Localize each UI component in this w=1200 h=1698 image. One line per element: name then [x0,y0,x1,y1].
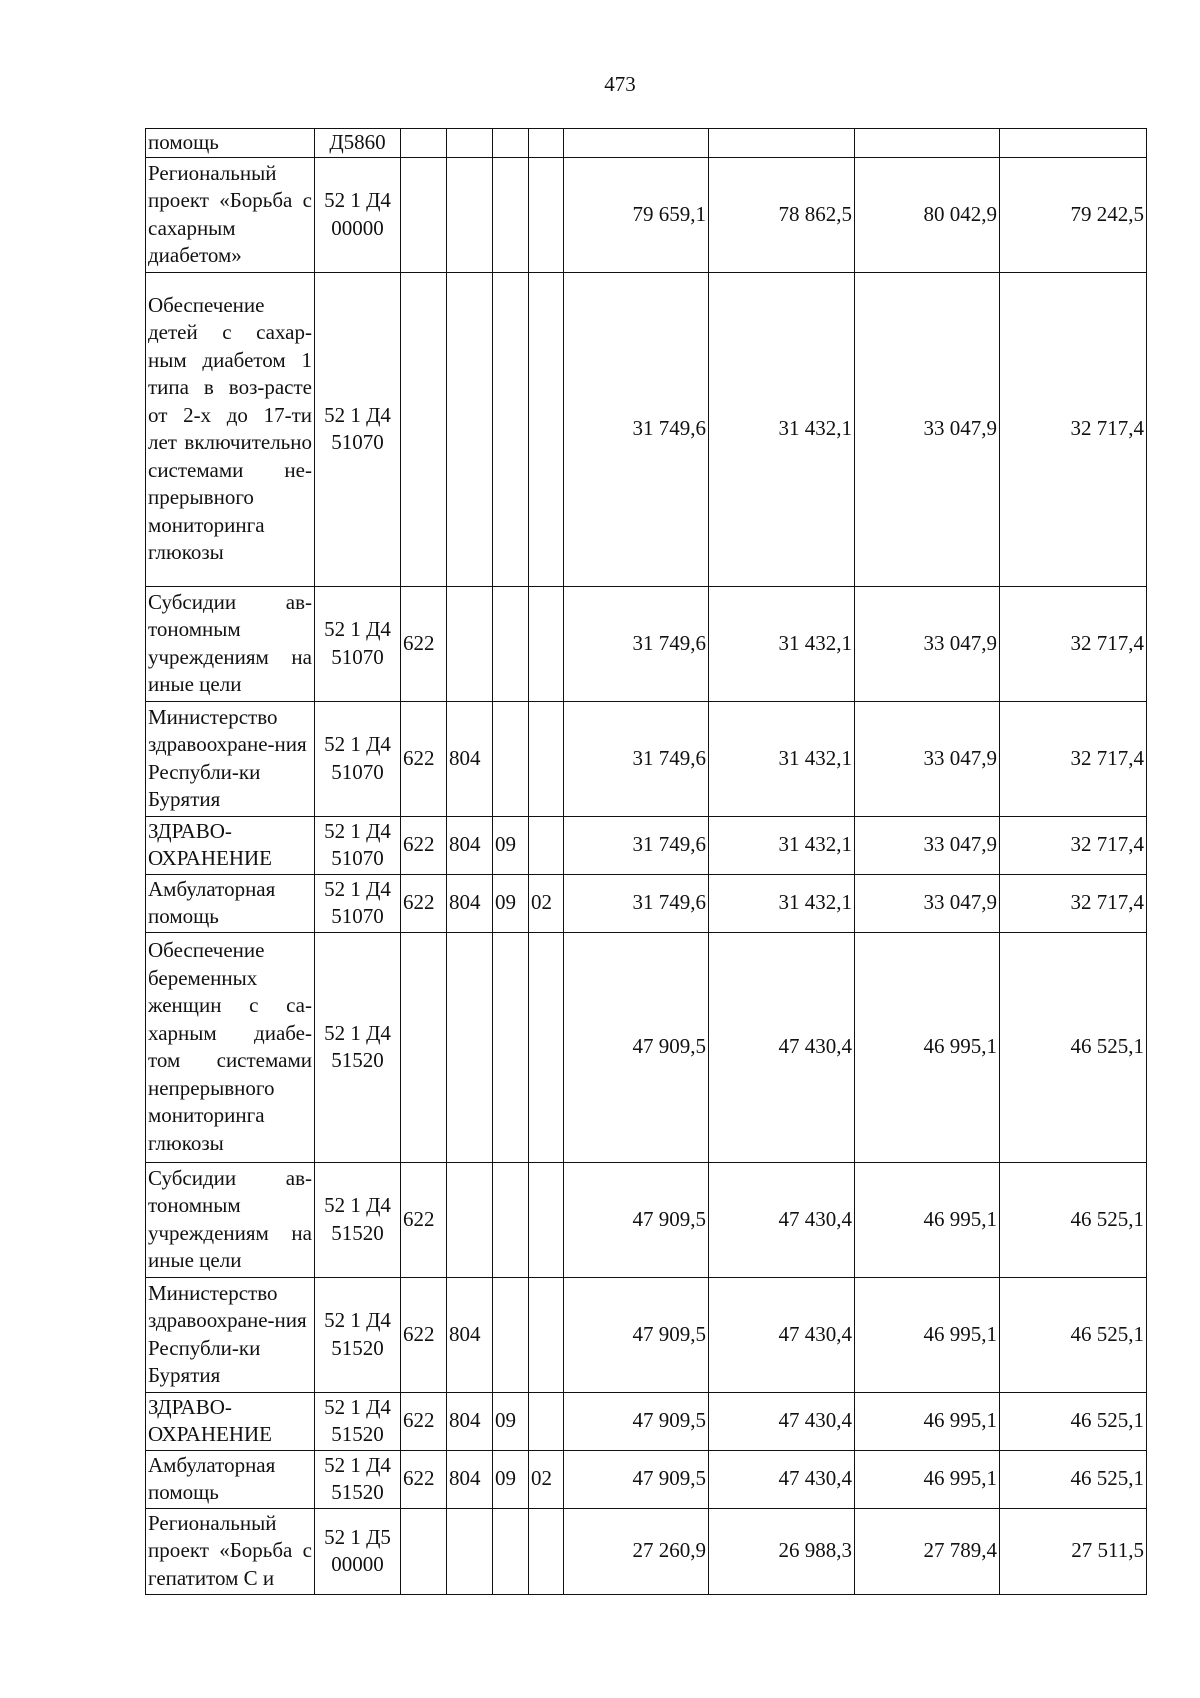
row-ministry-code-cell [447,932,493,1162]
row-amount-1-cell: 27 260,9 [564,1508,709,1594]
page-number: 473 [604,72,636,96]
row-amount-4-cell: 32 717,4 [1000,272,1147,586]
row-subsection-cell [529,272,564,586]
row-amount-3-cell: 33 047,9 [855,701,1000,816]
row-subsection-cell: 02 [529,874,564,932]
row-amount-1-cell: 47 909,5 [564,1450,709,1508]
row-amount-1-cell: 31 749,6 [564,816,709,874]
row-amount-2-cell: 47 430,4 [709,1392,855,1450]
row-expense-type-cell: 622 [401,1162,447,1277]
row-code-cell: 52 1 Д4 51520 [315,932,401,1162]
row-subsection-cell [529,1277,564,1392]
row-ministry-code-cell: 804 [447,701,493,816]
row-amount-1-cell: 31 749,6 [564,272,709,586]
table-row [146,1450,1147,1508]
budget-table [145,128,1147,1595]
row-amount-4-cell: 32 717,4 [1000,586,1147,701]
row-amount-3-cell: 33 047,9 [855,816,1000,874]
row-ministry-code-cell [447,272,493,586]
table-row [146,1277,1147,1392]
row-section-cell [493,272,529,586]
row-code-cell: 52 1 Д4 51070 [315,701,401,816]
row-amount-3-cell: 46 995,1 [855,1162,1000,1277]
row-amount-3-cell: 46 995,1 [855,1277,1000,1392]
row-amount-2-cell: 31 432,1 [709,816,855,874]
row-amount-3-cell: 33 047,9 [855,874,1000,932]
row-amount-1-cell: 47 909,5 [564,1277,709,1392]
row-section-cell: 09 [493,1392,529,1450]
row-name-cell: Амбулаторная помощь [146,874,315,932]
row-ministry-code-cell [447,157,493,272]
row-subsection-cell: 02 [529,1450,564,1508]
row-expense-type-cell: 622 [401,816,447,874]
row-section-cell [493,1277,529,1392]
row-name-cell: Субсидии ав-тономным учреждениям на иные цели [146,586,315,701]
row-code-cell: 52 1 Д4 51520 [315,1162,401,1277]
row-code-cell: 52 1 Д4 00000 [315,157,401,272]
row-amount-2-cell: 47 430,4 [709,1162,855,1277]
row-subsection-cell [529,586,564,701]
row-code-cell: 52 1 Д4 51070 [315,272,401,586]
row-amount-2-cell: 47 430,4 [709,1450,855,1508]
row-code-cell: 52 1 Д4 51070 [315,586,401,701]
row-ministry-code-cell: 804 [447,1392,493,1450]
table-row [146,272,1147,586]
row-subsection-cell [529,157,564,272]
row-subsection-cell [529,129,564,158]
table-row [146,129,1147,158]
row-name-cell: Субсидии ав-тономным учреждениям на иные цели [146,1162,315,1277]
row-code-cell: 52 1 Д5 00000 [315,1508,401,1594]
row-amount-4-cell: 27 511,5 [1000,1508,1147,1594]
row-expense-type-cell: 622 [401,1450,447,1508]
row-expense-type-cell [401,1508,447,1594]
row-subsection-cell [529,1508,564,1594]
row-code-cell: 52 1 Д4 51520 [315,1392,401,1450]
row-amount-4-cell: 46 525,1 [1000,1392,1147,1450]
row-section-cell [493,1508,529,1594]
row-code-cell: 52 1 Д4 51070 [315,816,401,874]
row-expense-type-cell: 622 [401,701,447,816]
row-expense-type-cell [401,157,447,272]
row-section-cell [493,932,529,1162]
row-amount-4-cell: 46 525,1 [1000,1277,1147,1392]
row-name-cell: Министерство здравоохране-ния Республи-ки Бурятия [146,701,315,816]
row-ministry-code-cell: 804 [447,1450,493,1508]
row-amount-3-cell [855,129,1000,158]
row-code-cell: 52 1 Д4 51070 [315,874,401,932]
row-ministry-code-cell: 804 [447,874,493,932]
row-amount-2-cell: 31 432,1 [709,586,855,701]
row-name-cell: Обеспечение беременных женщин с са-харным диабе-том системами непрерывного мониторинга глюкозы [146,932,315,1162]
row-amount-4-cell: 32 717,4 [1000,816,1147,874]
row-expense-type-cell [401,272,447,586]
row-amount-1-cell: 31 749,6 [564,701,709,816]
row-subsection-cell [529,701,564,816]
row-amount-3-cell: 80 042,9 [855,157,1000,272]
row-amount-4-cell [1000,129,1147,158]
row-amount-3-cell: 46 995,1 [855,1450,1000,1508]
row-amount-2-cell: 31 432,1 [709,701,855,816]
row-subsection-cell [529,932,564,1162]
row-name-cell: Региональный проект «Борьба с сахарным диабетом» [146,157,315,272]
row-ministry-code-cell [447,129,493,158]
row-amount-3-cell: 46 995,1 [855,1392,1000,1450]
row-section-cell: 09 [493,1450,529,1508]
row-section-cell [493,586,529,701]
row-code-cell: 52 1 Д4 51520 [315,1277,401,1392]
row-name-cell: помощь [146,129,315,158]
row-expense-type-cell: 622 [401,1277,447,1392]
table-row [146,816,1147,874]
table-row [146,874,1147,932]
row-amount-3-cell: 33 047,9 [855,586,1000,701]
row-amount-1-cell: 47 909,5 [564,1162,709,1277]
row-section-cell: 09 [493,816,529,874]
row-ministry-code-cell: 804 [447,1277,493,1392]
row-amount-4-cell: 79 242,5 [1000,157,1147,272]
table-row [146,1392,1147,1450]
table-row [146,932,1147,1162]
row-ministry-code-cell: 804 [447,816,493,874]
row-section-cell [493,701,529,816]
row-amount-4-cell: 32 717,4 [1000,874,1147,932]
row-amount-2-cell: 78 862,5 [709,157,855,272]
row-name-cell: ЗДРАВО-ОХРАНЕНИЕ [146,1392,315,1450]
row-expense-type-cell: 622 [401,1392,447,1450]
row-amount-2-cell: 26 988,3 [709,1508,855,1594]
row-name-cell: Региональный проект «Борьба с гепатитом С и [146,1508,315,1594]
row-amount-2-cell: 31 432,1 [709,874,855,932]
row-expense-type-cell [401,129,447,158]
row-amount-1-cell: 47 909,5 [564,932,709,1162]
row-amount-1-cell: 31 749,6 [564,586,709,701]
row-amount-3-cell: 46 995,1 [855,932,1000,1162]
table-row [146,701,1147,816]
row-section-cell [493,157,529,272]
row-name-cell: ЗДРАВО-ОХРАНЕНИЕ [146,816,315,874]
row-expense-type-cell: 622 [401,874,447,932]
row-code-cell: 52 1 Д4 51520 [315,1450,401,1508]
row-name-cell: Обеспечение детей с сахар-ным диабетом 1 типа в воз-расте от 2-х до 17-ти лет включительно системами не-прерывного мониторинга глюкозы [146,272,315,586]
row-amount-2-cell: 31 432,1 [709,272,855,586]
row-amount-3-cell: 27 789,4 [855,1508,1000,1594]
row-ministry-code-cell [447,586,493,701]
row-amount-4-cell: 46 525,1 [1000,1162,1147,1277]
row-ministry-code-cell [447,1162,493,1277]
row-amount-1-cell: 79 659,1 [564,157,709,272]
table-row [146,586,1147,701]
row-section-cell [493,129,529,158]
row-subsection-cell [529,1392,564,1450]
row-amount-4-cell: 46 525,1 [1000,1450,1147,1508]
row-subsection-cell [529,1162,564,1277]
row-expense-type-cell: 622 [401,586,447,701]
table-row [146,1508,1147,1594]
row-amount-1-cell: 47 909,5 [564,1392,709,1450]
row-section-cell [493,1162,529,1277]
row-ministry-code-cell [447,1508,493,1594]
row-amount-2-cell [709,129,855,158]
row-amount-4-cell: 32 717,4 [1000,701,1147,816]
row-name-cell: Амбулаторная помощь [146,1450,315,1508]
row-amount-2-cell: 47 430,4 [709,932,855,1162]
table-row [146,157,1147,272]
table-row [146,1162,1147,1277]
row-expense-type-cell [401,932,447,1162]
row-code-cell: Д5860 [315,129,401,158]
row-section-cell: 09 [493,874,529,932]
row-amount-1-cell: 31 749,6 [564,874,709,932]
row-amount-4-cell: 46 525,1 [1000,932,1147,1162]
row-amount-3-cell: 33 047,9 [855,272,1000,586]
table-body [146,129,1147,1595]
row-amount-2-cell: 47 430,4 [709,1277,855,1392]
row-amount-1-cell [564,129,709,158]
row-subsection-cell [529,816,564,874]
row-name-cell: Министерство здравоохране-ния Республи-ки Бурятия [146,1277,315,1392]
